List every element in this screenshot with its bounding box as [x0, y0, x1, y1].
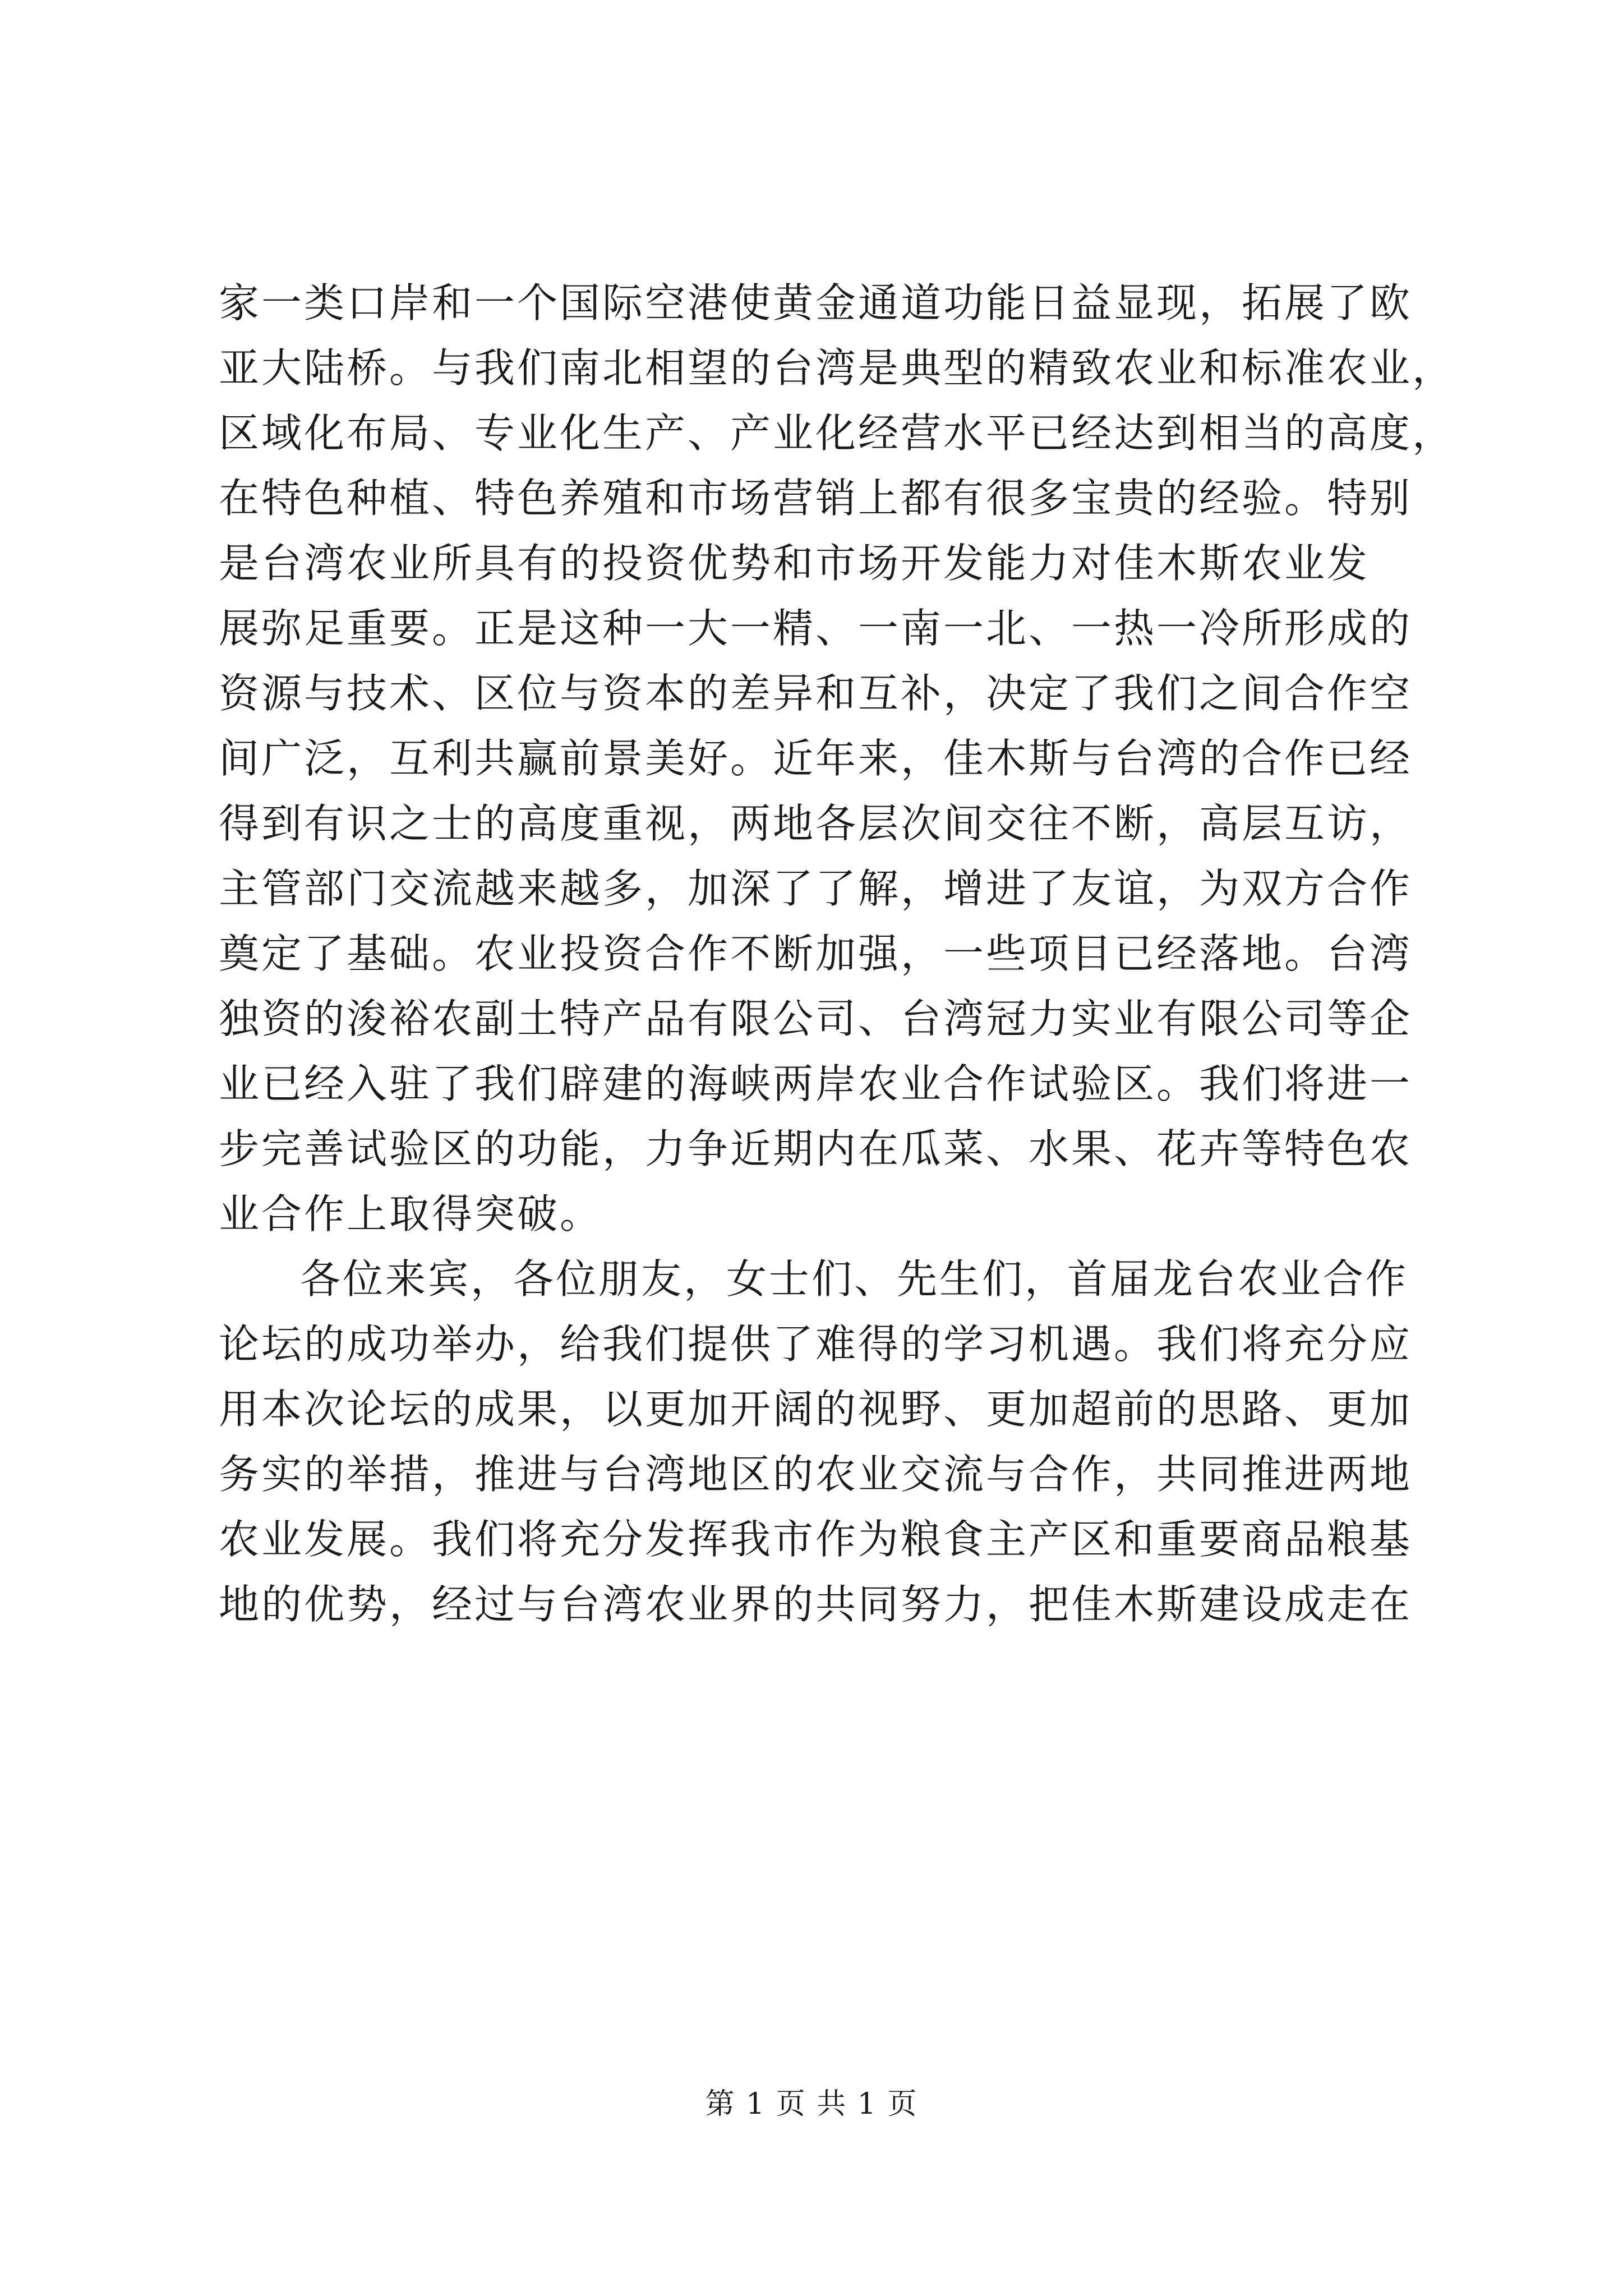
- text-line: 务实的举措，推进与台湾地区的农业交流与合作，共同推进两地: [219, 1451, 1413, 1498]
- text-line: 资源与技术、区位与资本的差异和互补，决定了我们之间合作空: [219, 670, 1413, 717]
- text-line: 间广泛，互利共赢前景美好。近年来，佳木斯与台湾的合作已经: [219, 735, 1413, 782]
- text-line: 家一类口岸和一个国际空港使黄金通道功能日益显现，拓展了欧: [219, 279, 1413, 326]
- text-line: 论坛的成功举办，给我们提供了难得的学习机遇。我们将充分应: [219, 1320, 1413, 1368]
- text-line: 业已经入驻了我们辟建的海峡两岸农业合作试验区。我们将进一: [219, 1060, 1413, 1107]
- body-text: [219, 270, 1481, 1637]
- text-line: 主管部门交流越来越多，加深了了解，增进了友谊，为双方合作: [219, 865, 1413, 912]
- text-line: 在特色种植、特色养殖和市场营销上都有很多宝贵的经验。特别: [219, 475, 1413, 522]
- text-line: 是台湾农业所具有的投资优势和市场开发能力对佳木斯农业发: [219, 540, 1370, 587]
- text-line: 业合作上取得突破。: [219, 1190, 603, 1237]
- paragraph-first-line: 各位来宾，各位朋友，女士们、先生们，首届龙台农业合作: [300, 1255, 1409, 1303]
- text-line: 得到有识之士的高度重视，两地各层次间交往不断，高层互访，: [219, 800, 1413, 847]
- text-line: 区域化布局、专业化生产、产业化经营水平已经达到相当的高度，: [219, 409, 1455, 457]
- text-line: 农业发展。我们将充分发挥我市作为粮食主产区和重要商品粮基: [219, 1516, 1413, 1563]
- page-number-footer: 第 1 页 共 1 页: [705, 2087, 918, 2121]
- text-line: 独资的浚裕农副土特产品有限公司、台湾冠力实业有限公司等企: [219, 995, 1413, 1042]
- text-line: 亚大陆桥。与我们南北相望的台湾是典型的精致农业和标准农业，: [219, 344, 1455, 392]
- text-line: 奠定了基础。农业投资合作不断加强，一些项目已经落地。台湾: [219, 930, 1413, 977]
- text-line: 步完善试验区的功能，力争近期内在瓜菜、水果、花卉等特色农: [219, 1125, 1413, 1172]
- text-line: 展弥足重要。正是这种一大一精、一南一北、一热一冷所形成的: [219, 605, 1413, 652]
- text-line: 用本次论坛的成果，以更加开阔的视野、更加超前的思路、更加: [219, 1386, 1413, 1433]
- text-line: 地的优势，经过与台湾农业界的共同努力，把佳木斯建设成走在: [219, 1581, 1413, 1628]
